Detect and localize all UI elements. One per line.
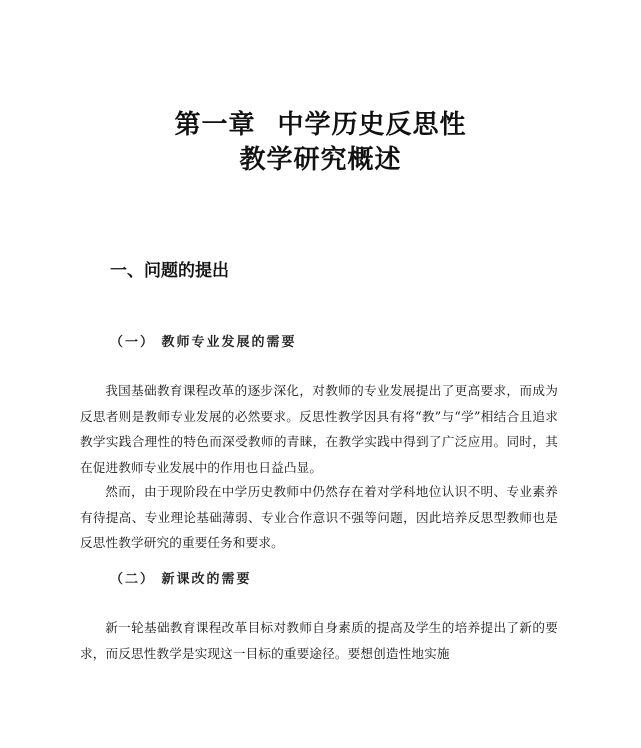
section-heading: 一、问题的提出 [110,261,229,281]
chapter-title-line2: 教学研究概述 [239,145,402,175]
chapter-title-line1 [0,108,641,142]
chapter-number: 第一章 [174,110,256,140]
paragraph-3: 新一轮基础教育课程改革目标对教师自身素质的提高及学生的培养提出了新的要求，而反思性教学是实现这一目标的重要途径。要想创造性地实施 [80,620,558,661]
chapter-title-text: 中学历史反思性 [277,110,467,140]
paragraph-1: 我国基础教育课程改革的逐步深化，对教师的专业发展提出了更高要求，而成为反思者则是教师专业发展的必然要求。反思性教学因具有将“教”与“学”相结合且追求教学实践合理性的特色而深受教师的青睐，在教学实践中得到了广泛应用。同时，其在促进教师专业发展中的作用也日益凸显。 [80,383,558,475]
subsection-heading-1: （一） 教师专业发展的需要 [110,335,297,350]
paragraph-2: 然而，由于现阶段在中学历史教师中仍然存在着对学科地位认识不明、专业素养有待提高、专业理论基础薄弱、专业合作意识不强等问题，因此培养反思型教师也是反思性教学研究的重要任务和要求。 [80,484,558,550]
subsection-heading-2: （二） 新课改的需要 [110,572,252,587]
